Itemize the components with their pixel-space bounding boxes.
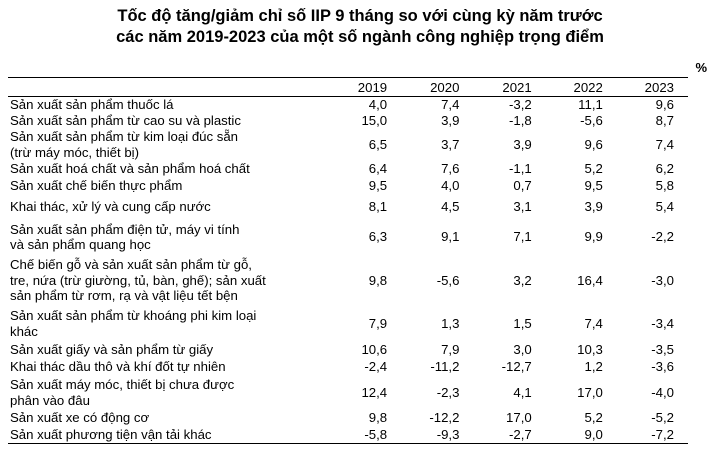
header-year-2021: 2021 — [473, 78, 545, 97]
table-row — [8, 376, 688, 410]
value-2022: 11,1 — [578, 97, 603, 112]
value-2020: 3,7 — [441, 136, 460, 152]
table-row — [8, 219, 688, 256]
value-2020: 4,0 — [441, 178, 460, 194]
value-2021: -2,7 — [473, 427, 545, 444]
table-row — [8, 410, 688, 427]
value-2021: 7,1 — [513, 229, 532, 245]
value-2023: 5,4 — [655, 198, 674, 214]
value-2022: 9,5 — [584, 178, 603, 194]
iip-growth-table — [8, 77, 688, 444]
value-2020: -11,2 — [430, 359, 460, 375]
value-2019: 6,5 — [368, 136, 388, 152]
value-2021: -1,8 — [508, 112, 532, 128]
value-2023: -3,0 — [651, 272, 674, 288]
value-2022: 10,3 — [577, 342, 603, 358]
table-row — [8, 113, 688, 129]
industry-name: Sản xuất phương tiện vận tải khác — [8, 427, 330, 444]
value-2022: 9,6 — [584, 136, 603, 152]
industry-name: Sản xuất sản phẩm thuốc lá — [10, 97, 174, 112]
industry-name: Sản xuất sản phẩm điện tử, máy vi tính và sản phẩm quang học — [10, 221, 240, 252]
header-year-2020: 2020 — [401, 78, 473, 97]
value-2019: -2,4 — [364, 359, 388, 375]
value-2022: 17,0 — [577, 384, 603, 400]
value-2022: 9,0 — [546, 427, 617, 444]
value-2019: 10,6 — [361, 342, 388, 358]
table-row — [8, 256, 688, 306]
industry-name: Sản xuất máy móc, thiết bị chưa được phân vào đâu — [10, 377, 235, 408]
industry-name: Sản xuất chế biến thực phẩm — [10, 178, 183, 194]
value-2019: 9,5 — [368, 178, 388, 194]
value-2020: 1,3 — [441, 315, 460, 331]
value-2023: -3,4 — [651, 315, 674, 331]
industry-name: Sản xuất sản phẩm từ kim loại đúc sẵn (trừ máy móc, thiết bị) — [10, 129, 239, 160]
value-2023: 9,6 — [655, 97, 674, 112]
header-year-2023: 2023 — [617, 78, 688, 97]
value-2019: 6,4 — [368, 161, 388, 177]
value-2019: 8,1 — [368, 198, 388, 214]
value-2023: -4,0 — [651, 384, 674, 400]
value-2020: 7,9 — [441, 342, 460, 358]
value-2020: 4,5 — [441, 198, 460, 214]
value-2021: 1,5 — [513, 315, 532, 331]
value-2021: 3,2 — [513, 272, 532, 288]
table-row — [8, 306, 688, 342]
value-2019: 6,3 — [368, 229, 388, 245]
value-2020: 7,6 — [441, 161, 460, 177]
value-2019: 9,8 — [368, 272, 388, 288]
table-row — [8, 161, 688, 178]
header-industry — [8, 78, 330, 97]
industry-name: Sản xuất sản phẩm từ khoáng phi kim loại khác — [10, 308, 257, 339]
industry-name: Sản xuất sản phẩm từ cao su và plastic — [10, 112, 241, 128]
value-2020: 3,9 — [441, 112, 460, 128]
value-2023: 5,8 — [655, 178, 674, 194]
value-2021: 3,9 — [513, 136, 532, 152]
table-row — [8, 195, 688, 219]
value-2022: -5,6 — [580, 112, 603, 128]
value-2022: 5,2 — [584, 161, 603, 177]
value-2022: 5,2 — [584, 410, 603, 426]
value-2023: -5,2 — [651, 410, 674, 426]
value-2022: 3,9 — [584, 198, 603, 214]
table-row — [8, 97, 688, 113]
value-2022: 7,4 — [584, 315, 603, 331]
unit-label: % — [695, 60, 707, 75]
value-2021: 4,1 — [513, 384, 532, 400]
value-2021: -1,1 — [508, 161, 532, 177]
table-title-line-1: Tốc độ tăng/giảm chỉ số IIP 9 tháng so với cùng kỳ năm trước — [117, 7, 603, 25]
value-2020: -2,3 — [436, 384, 460, 400]
value-2020: -9,3 — [401, 427, 473, 444]
value-2019: 4,0 — [368, 97, 388, 112]
value-2023: 7,4 — [655, 136, 674, 152]
value-2019: 12,4 — [361, 384, 388, 400]
value-2022: 1,2 — [584, 359, 603, 375]
industry-name: Sản xuất giấy và sản phẩm từ giấy — [10, 342, 214, 358]
value-2023: -2,2 — [651, 229, 674, 245]
value-2019: 7,9 — [368, 315, 388, 331]
value-2019: -5,8 — [330, 427, 401, 444]
value-2021: -3,2 — [508, 97, 532, 112]
header-row — [8, 78, 688, 97]
table-row — [8, 178, 688, 195]
value-2022: 16,4 — [577, 272, 603, 288]
value-2021: 0,7 — [513, 178, 532, 194]
value-2021: 17,0 — [506, 410, 532, 426]
table-title-line-2: các năm 2019-2023 của một số ngành công nghiệp trọng điểm — [116, 28, 604, 46]
value-2020: 9,1 — [441, 229, 460, 245]
header-year-2022: 2022 — [546, 78, 617, 97]
value-2023: 6,2 — [655, 161, 674, 177]
value-2019: 9,8 — [368, 410, 388, 426]
value-2020: -5,6 — [436, 272, 460, 288]
value-2021: 3,0 — [513, 342, 532, 358]
value-2021: 3,1 — [513, 198, 532, 214]
value-2020: -12,2 — [429, 410, 460, 426]
table-row — [8, 342, 688, 359]
header-year-2019: 2019 — [330, 78, 401, 97]
industry-name: Chế biến gỗ và sản xuất sản phẩm từ gỗ, tre, nứa (trừ giường, tủ, bàn, ghế); sản xuất sản phẩm từ rơm, rạ và vật liệu tết bện — [10, 257, 266, 304]
value-2023: -3,6 — [651, 359, 674, 375]
value-2020: 7,4 — [441, 97, 460, 112]
industry-name: Khai thác, xử lý và cung cấp nước — [10, 198, 211, 214]
value-2023: 8,7 — [655, 112, 674, 128]
value-2022: 9,9 — [584, 229, 603, 245]
table-row — [8, 359, 688, 376]
industry-name: Khai thác dầu thô và khí đốt tự nhiên — [10, 359, 226, 375]
value-2019: 15,0 — [361, 112, 388, 128]
industry-name: Sản xuất hoá chất và sản phẩm hoá chất — [10, 161, 250, 177]
table-row — [8, 427, 688, 444]
value-2023: -7,2 — [617, 427, 688, 444]
industry-name: Sản xuất xe có động cơ — [10, 410, 150, 426]
value-2021: -12,7 — [501, 359, 532, 375]
value-2023: -3,5 — [651, 342, 674, 358]
table-row — [8, 129, 688, 161]
